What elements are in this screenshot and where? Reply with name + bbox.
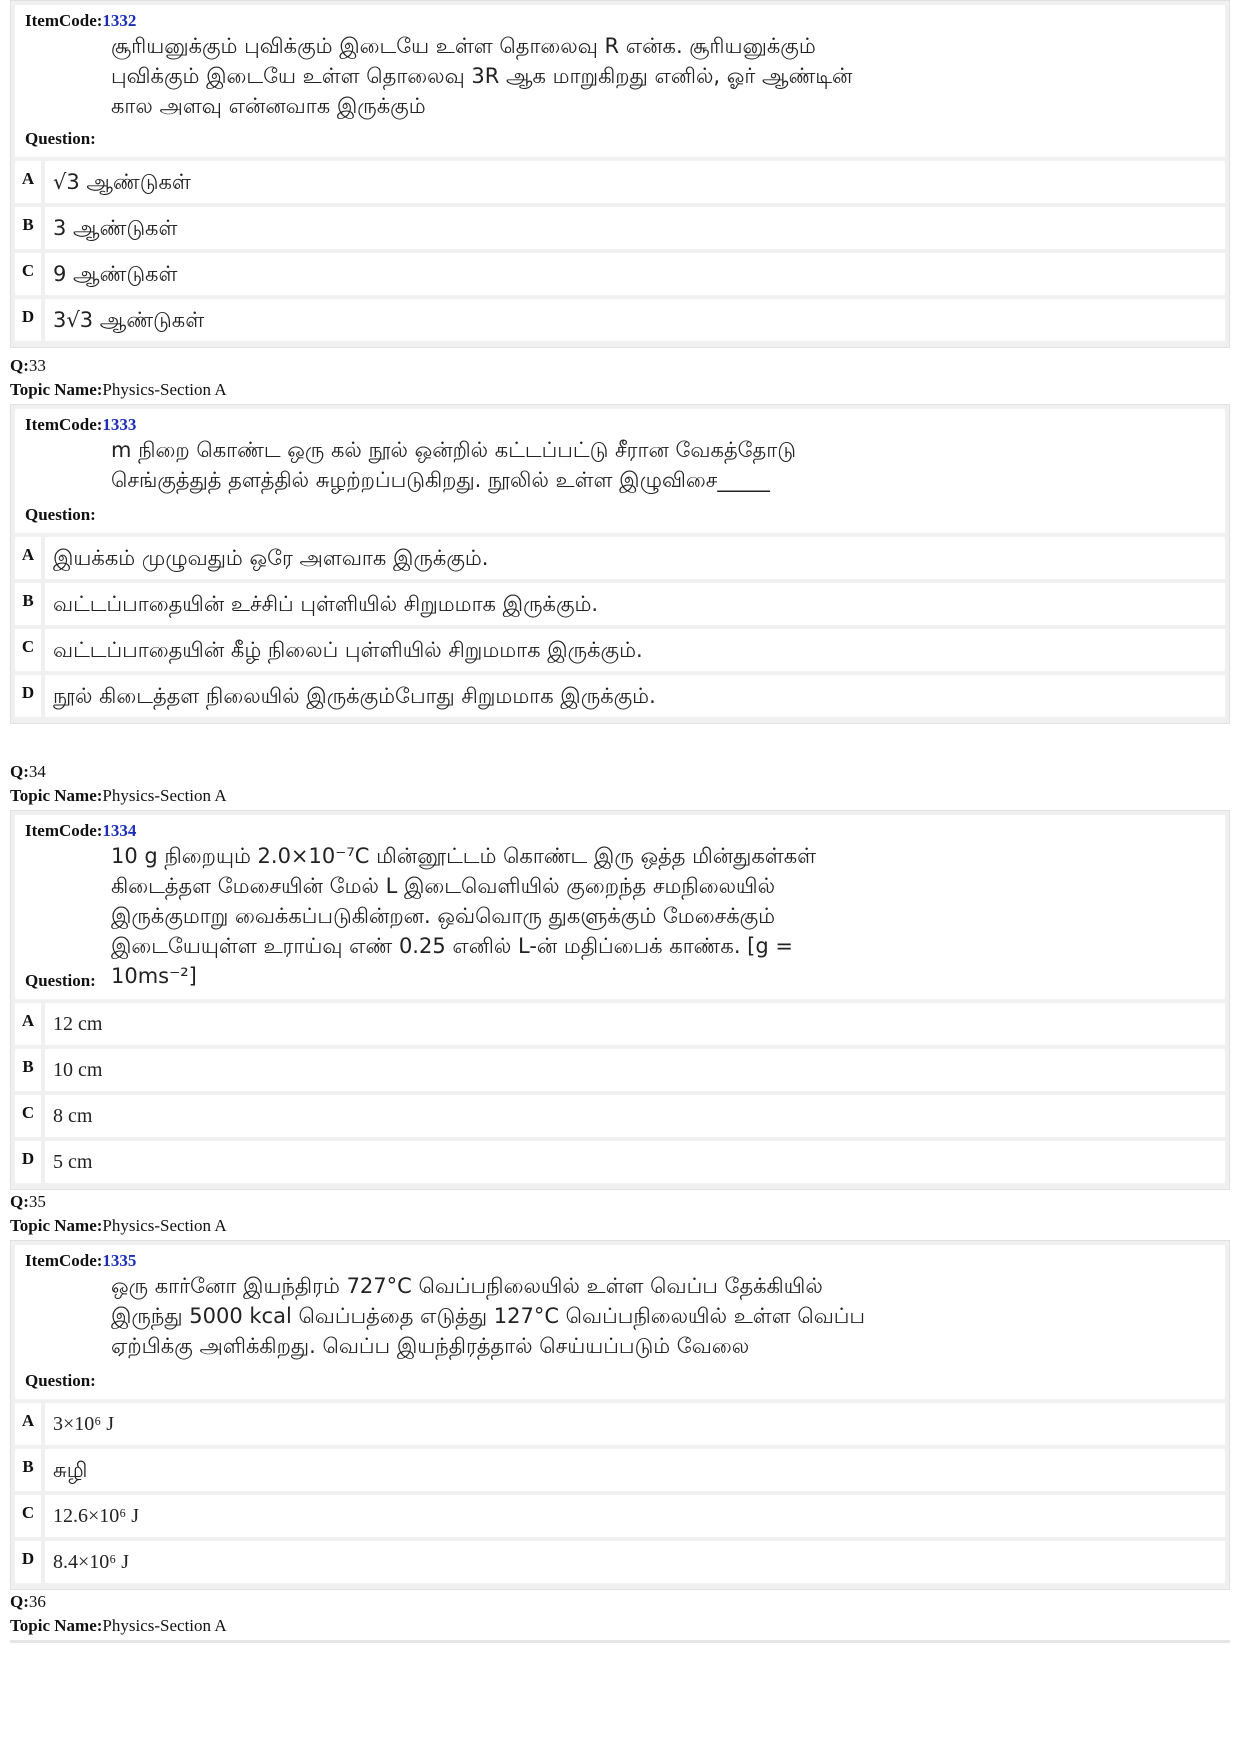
option-a[interactable]: A 12 cm [15, 1003, 1225, 1045]
question-text: சூரியனுக்கும் புவிக்கும் இடையே உள்ள தொலைவு R என்க. சூரியனுக்கும் புவிக்கும் இடையே உள்ள தொலைவு 3R ஆக மாறுகிறது எனில், ஓர் ஆண்டின் கால அளவு என்னவாக இருக்கும் [111, 34, 853, 118]
item-code-value: 1332 [102, 11, 137, 30]
item-code-value: 1333 [102, 415, 137, 434]
option-d[interactable]: D 5 cm [15, 1141, 1225, 1183]
topic-name: Topic Name:Physics-Section A [10, 1216, 227, 1235]
option-c[interactable]: C வட்டப்பாதையின் கீழ் நிலைப் புள்ளியில் சிறுமமாக இருக்கும். [15, 629, 1225, 671]
option-c[interactable]: C 8 cm [15, 1095, 1225, 1137]
item-code: ItemCode:1334 [25, 821, 137, 840]
question-text: ஒரு கார்னோ இயந்திரம் 727°C வெப்பநிலையில் உள்ள வெப்ப தேக்கியில் இருந்து 5000 kcal வெப்பத்தை எடுத்து 127°C வெப்பநிலையில் உள்ள வெப்ப ஏற்பிக்கு அளிக்கிறது. வெப்ப இயந்திரத்தால் செய்யப்படும் வேலை [111, 1274, 866, 1358]
item-code: ItemCode:1335 [25, 1251, 137, 1270]
question-text: 10 g நிறையும் 2.0×10⁻⁷C மின்னூட்டம் கொண்ட இரு ஒத்த மின்துகள்கள் கிடைத்தள மேசையின் மேல் L இடைவெளியில் குறைந்த சமநிலையில் இருக்குமாறு வைக்கப்படுகின்றன. ஒவ்வொரு துகளுக்கும் மேசைக்கும் இடையேயுள்ள உராய்வு எண் 0.25 எனில் L-ன் மதிப்பைக் காண்க. [g = 10ms⁻²] [111, 844, 817, 988]
option-a[interactable]: A இயக்கம் முழுவதும் ஒரே அளவாக இருக்கும். [15, 537, 1225, 579]
option-b[interactable]: B 10 cm [15, 1049, 1225, 1091]
question-card-1334 [10, 810, 1230, 1190]
option-b[interactable]: B சுழி [15, 1449, 1225, 1491]
option-b[interactable]: B 3 ஆண்டுகள் [15, 207, 1225, 249]
item-code: ItemCode:1332 [25, 11, 137, 30]
question-label: Question: [25, 129, 96, 148]
option-a[interactable]: A √3 ஆண்டுகள் [15, 161, 1225, 203]
question-head [15, 1245, 1225, 1399]
question-card-1333 [10, 404, 1230, 724]
topic-name: Topic Name:Physics-Section A [10, 786, 227, 805]
question-head [15, 815, 1225, 999]
option-a[interactable]: A 3×10⁶ J [15, 1403, 1225, 1445]
option-d[interactable]: D 3√3 ஆண்டுகள் [15, 299, 1225, 341]
question-head [15, 5, 1225, 157]
question-number: Q:36 [10, 1592, 46, 1611]
item-code: ItemCode:1333 [25, 415, 137, 434]
option-c[interactable]: C 9 ஆண்டுகள் [15, 253, 1225, 295]
question-head [15, 409, 1225, 533]
question-label: Question: [25, 505, 96, 524]
question-number: Q:33 [10, 356, 46, 375]
topic-name: Topic Name:Physics-Section A [10, 1616, 227, 1635]
question-label: Question: [25, 1371, 96, 1390]
question-card-1332 [10, 0, 1230, 348]
item-code-value: 1335 [102, 1251, 137, 1270]
card-top-divider [10, 1640, 1230, 1643]
option-d[interactable]: D 8.4×10⁶ J [15, 1541, 1225, 1583]
question-label: Question: [25, 971, 96, 990]
question-card-1335 [10, 1240, 1230, 1590]
question-number: Q:34 [10, 762, 46, 781]
option-b[interactable]: B வட்டப்பாதையின் உச்சிப் புள்ளியில் சிறுமமாக இருக்கும். [15, 583, 1225, 625]
question-text: m நிறை கொண்ட ஒரு கல் நூல் ஒன்றில் கட்டப்பட்டு சீரான வேகத்தோடு செங்குத்துத் தளத்தில் சுழற்றப்படுகிறது. நூலில் உள்ள இழுவிசை_____ [111, 438, 796, 492]
item-code-value: 1334 [102, 821, 137, 840]
option-c[interactable]: C 12.6×10⁶ J [15, 1495, 1225, 1537]
option-d[interactable]: D நூல் கிடைத்தள நிலையில் இருக்கும்போது சிறுமமாக இருக்கும். [15, 675, 1225, 717]
topic-name: Topic Name:Physics-Section A [10, 380, 227, 399]
question-number: Q:35 [10, 1192, 46, 1211]
